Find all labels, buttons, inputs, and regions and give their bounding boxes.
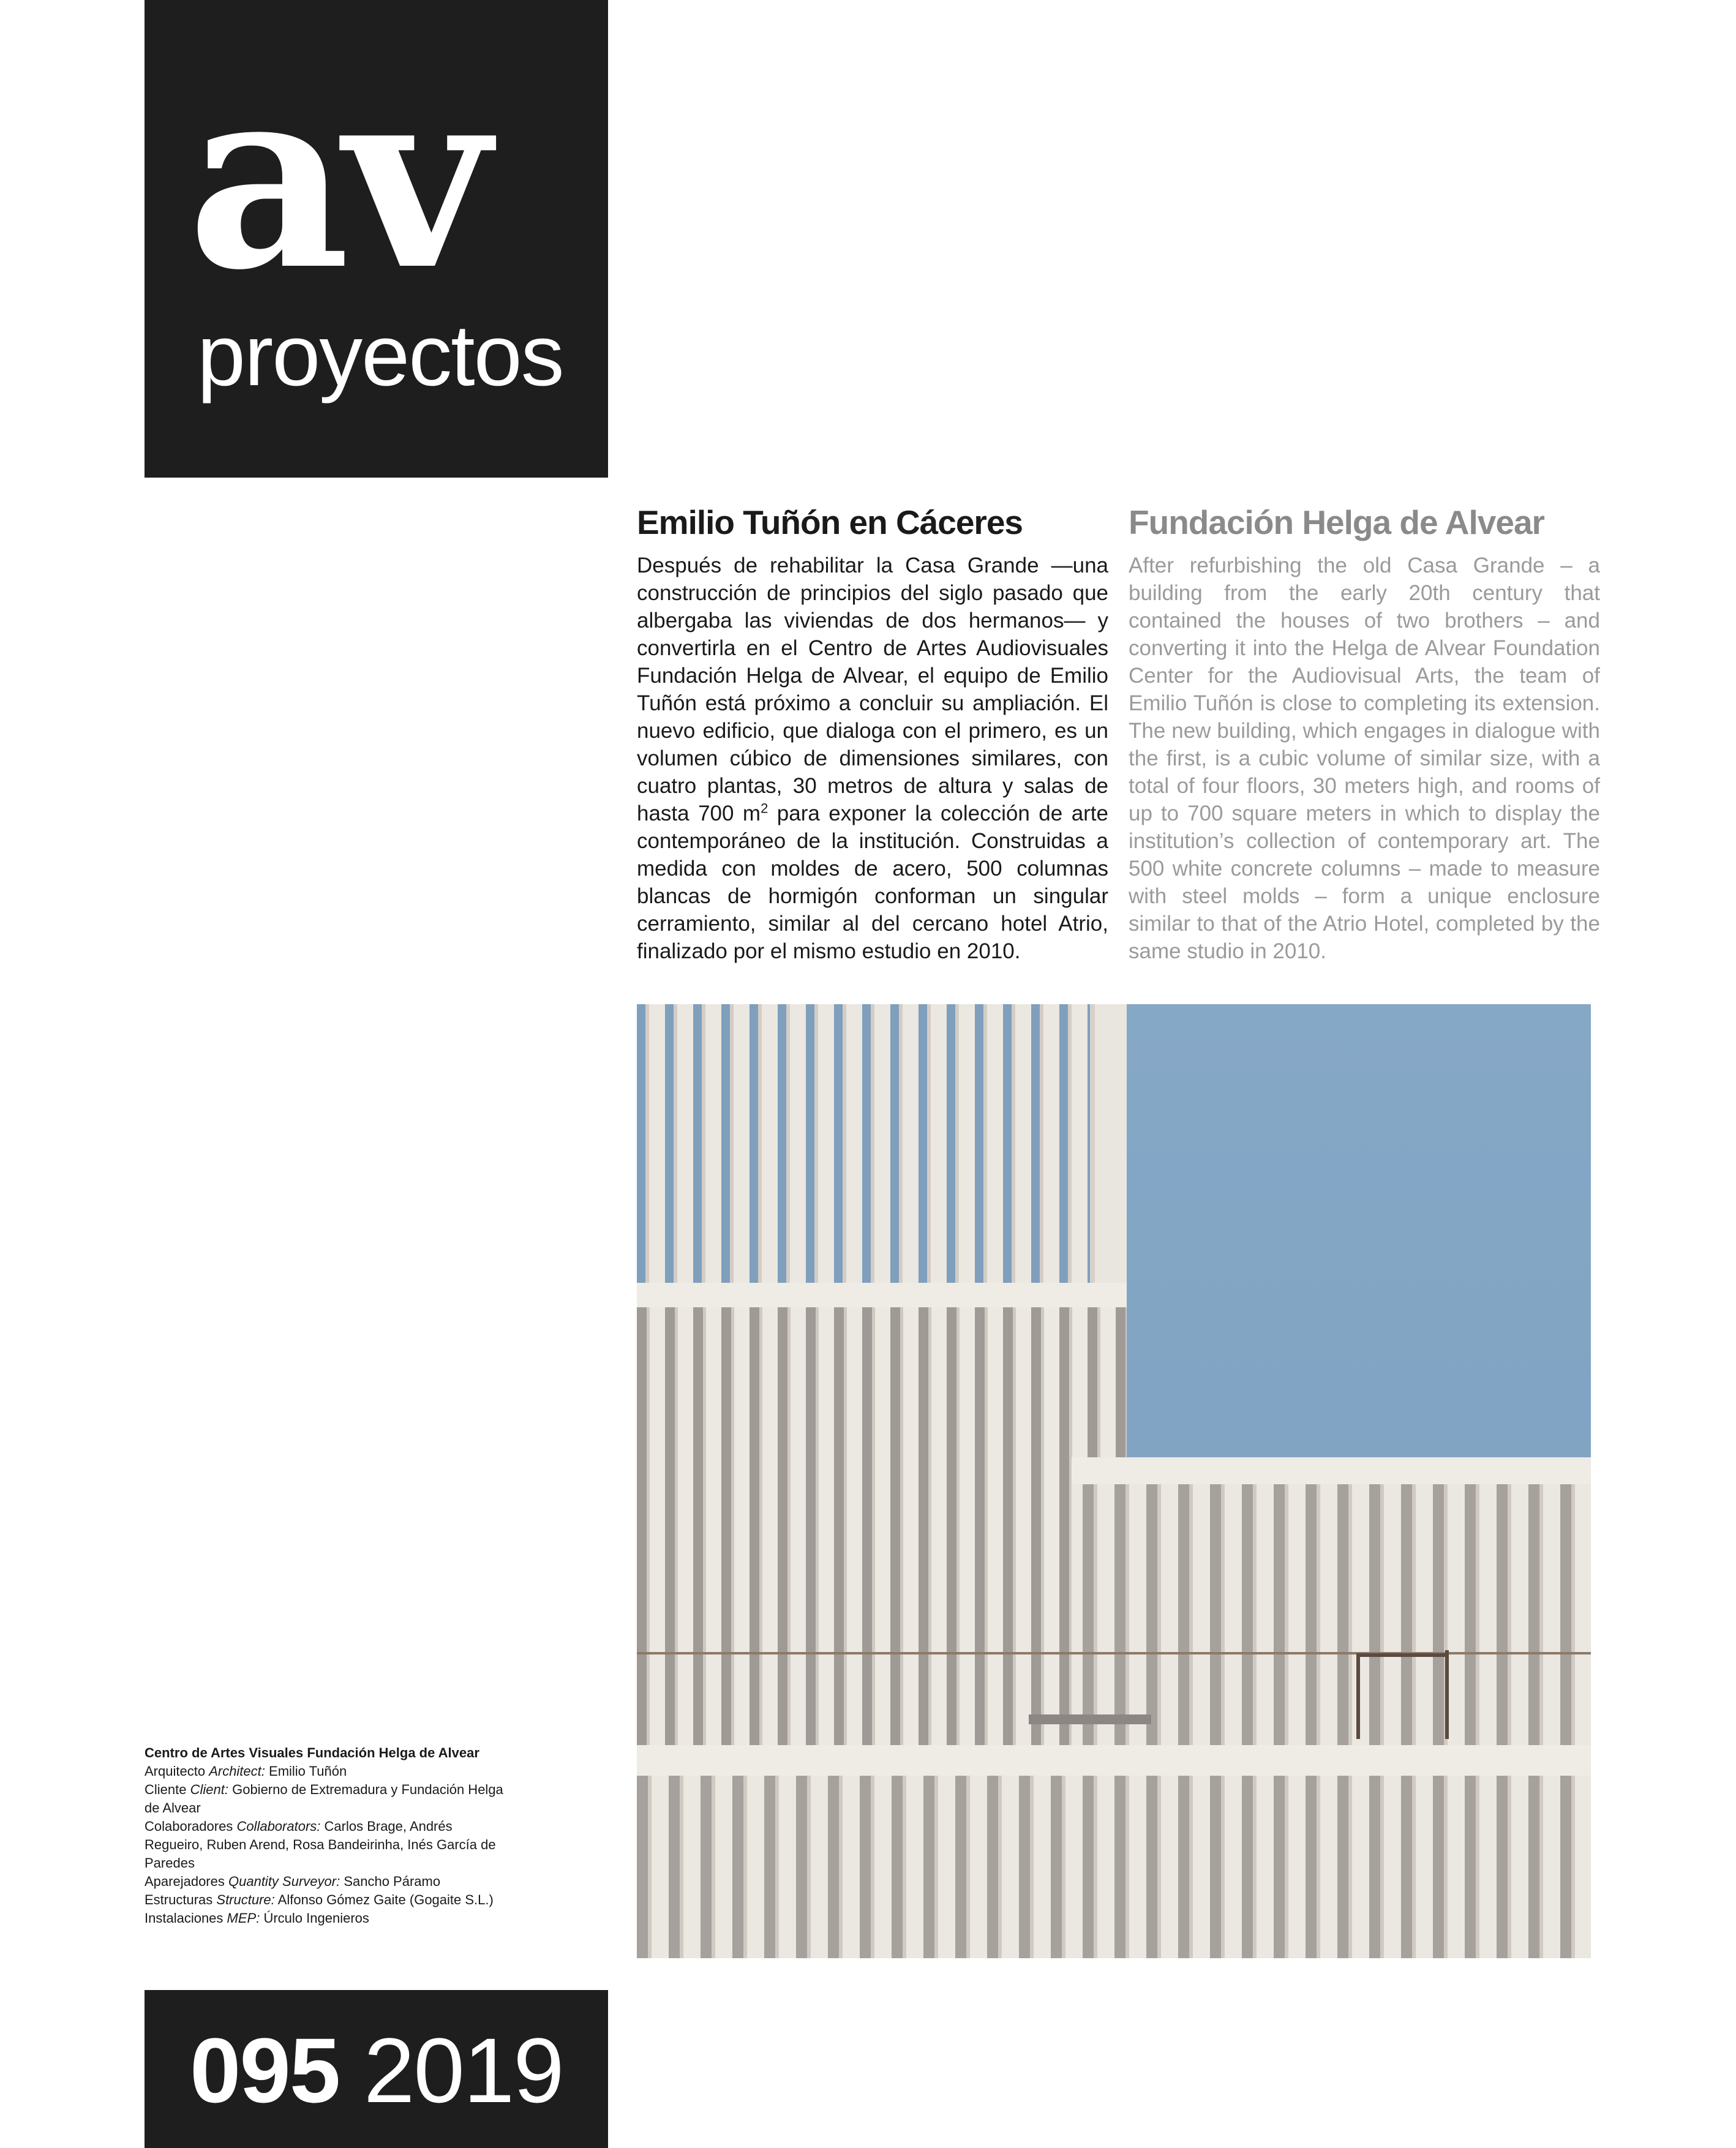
credit-collaborators: Colaboradores Collaborators: Carlos Brage, Andrés Regueiro, Ruben Arend, Rosa Bandeirinha, Inés García de Paredes [145, 1819, 496, 1871]
masthead-subtitle: proyectos [197, 307, 563, 404]
credit-architect: Arquitecto Architect: Emilio Tuñón [145, 1763, 347, 1779]
masthead [145, 0, 608, 478]
credits-title: Centro de Artes Visuales Fundación Helga de Alvear [145, 1745, 479, 1760]
facade-illustration [637, 1004, 1591, 1958]
credit-structure: Estructuras Structure: Alfonso Gómez Gaite (Gogaite S.L.) [145, 1892, 494, 1907]
credit-client: Cliente Client: Gobierno de Extremadura y Fundación Helga de Alvear [145, 1782, 503, 1816]
article-english [1129, 503, 1600, 965]
article-title-en: Fundación Helga de Alvear [1129, 503, 1544, 541]
av-logo: av [187, 30, 484, 325]
credit-surveyor: Aparejadores Quantity Surveyor: Sancho Páramo [145, 1874, 441, 1889]
issue-label [145, 1990, 608, 2148]
credit-mep: Instalaciones MEP: Úrculo Ingenieros [145, 1910, 369, 1926]
article-body-es: Después de rehabilitar la Casa Grande —una construcción de principios del siglo pasado que albergaba las viviendas de dos hermanos— y convertirla en el Centro de Artes Audiovisuales Fundación Helga de Alvear, el equipo de Emilio Tuñón está próximo a concluir su ampliación. El nuevo edificio, que dialoga con el primero, es un volumen cúbico de dimensiones similares, con cuatro plantas, 30 metros de altura y salas de hasta 700 $m^2$ para exponer la colección de arte contemporáneo de la institución. Construidas a medida con moldes de acero, 500 columnas blancas de hormigón conforman un singular cerramiento, similar al del cercano hotel Atrio, finalizado por el mismo estudio en 2010. [637, 554, 1108, 964]
article-title-es: Emilio Tuñón en Cáceres [637, 503, 1023, 541]
article-spanish [637, 503, 1108, 965]
issue-year: 2019 [363, 2019, 563, 2122]
building-facade-photo [637, 1004, 1591, 1958]
project-credits [145, 1744, 512, 1928]
issue-number: 095 [190, 2019, 340, 2122]
article-body-en: After refurbishing the old Casa Grande – a building from the early 20th century that contained the houses of two brothers – and converting it into the Helga de Alvear Foundation Center for the Audiovisual Arts, the team of Emilio Tuñón is close to completing its extension. The new building, which engages in dialogue with the first, is a cubic volume of similar size, with a total of four floors, 30 meters high, and rooms of up to 700 square meters in which to display the institution’s collection of contemporary art. The 500 white concrete columns – made to measure with steel molds – form a unique enclosure similar to that of the Atrio Hotel, completed by the same studio in 2010. [1129, 554, 1600, 964]
